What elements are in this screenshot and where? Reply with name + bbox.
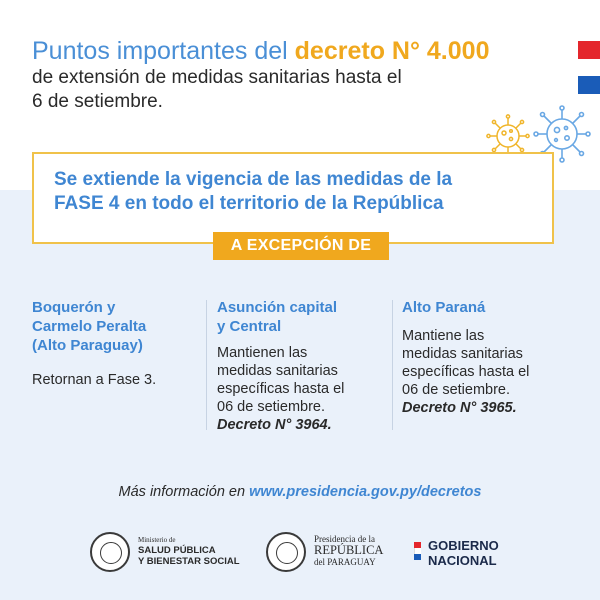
header-title: Puntos importantes del decreto N° 4.000 bbox=[32, 37, 490, 65]
decree-reference: Decreto N° 3965. bbox=[402, 400, 517, 416]
region-column-boqueron bbox=[32, 298, 202, 389]
region-description: Mantienen las medidas sanitarias específicas hasta el 06 de setiembre. Decreto N° 3964. bbox=[217, 345, 345, 433]
announcement-line2: FASE 4 en todo el territorio de la República bbox=[54, 193, 444, 214]
national-seal-icon bbox=[90, 532, 130, 572]
paraguay-flag-icon bbox=[414, 542, 421, 560]
ministry-logo: Ministerio de SALUD PÚBLICA Y BIENESTAR SOCIAL bbox=[138, 536, 240, 567]
column-divider bbox=[206, 300, 207, 430]
announcement-line1: Se extiende la vigencia de las medidas de la bbox=[54, 169, 453, 190]
header bbox=[32, 36, 552, 114]
exception-badge: A EXCEPCIÓN DE bbox=[213, 232, 389, 260]
more-info: Más información en www.presidencia.gov.py/decretos bbox=[118, 484, 482, 500]
flag-stripe-blue bbox=[578, 76, 600, 94]
region-column-asuncion bbox=[217, 298, 387, 434]
decree-reference: Decreto N° 3964. bbox=[217, 417, 332, 433]
main-announcement-box bbox=[32, 152, 554, 244]
region-title: Alto Paraná bbox=[402, 299, 486, 316]
decree-highlight: decreto N° 4.000 bbox=[294, 37, 490, 65]
column-divider bbox=[392, 300, 393, 430]
national-seal-icon bbox=[266, 532, 306, 572]
flag-stripe-red bbox=[578, 41, 600, 59]
region-title: Boquerón y Carmelo Peralta (Alto Paraguay) bbox=[32, 299, 147, 354]
region-description: Retornan a Fase 3. bbox=[32, 372, 157, 388]
region-column-alto-parana bbox=[402, 298, 582, 417]
region-description: Mantiene las medidas sanitarias específicas hasta el 06 de setiembre. Decreto N° 3965. bbox=[402, 328, 530, 416]
government-logo: GOBIERNO NACIONAL bbox=[428, 538, 499, 568]
header-subtitle-line1: de extensión de medidas sanitarias hasta el bbox=[32, 67, 402, 88]
header-subtitle-line2: 6 de setiembre. bbox=[32, 91, 163, 112]
region-title: Asunción capital y Central bbox=[217, 299, 338, 335]
more-info-link[interactable]: www.presidencia.gov.py/decretos bbox=[249, 484, 482, 500]
presidency-logo: Presidencia de la REPÚBLICA del PARAGUAY bbox=[314, 534, 384, 567]
logo-footer bbox=[0, 530, 600, 574]
